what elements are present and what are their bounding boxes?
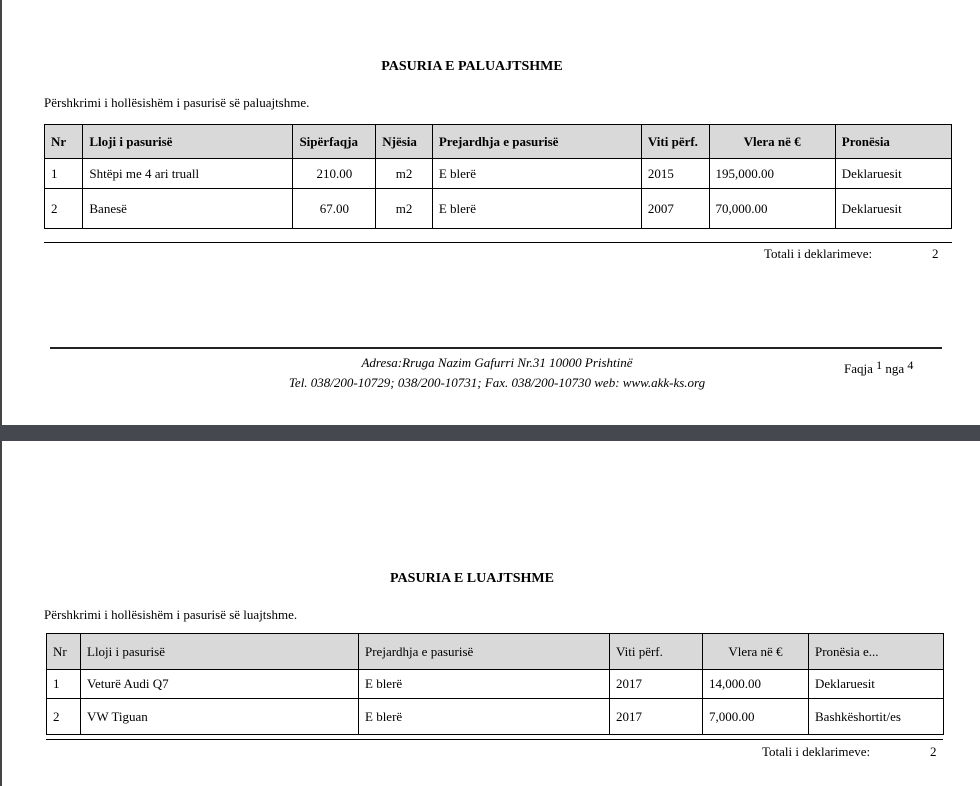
movable-property-table [46, 633, 944, 735]
document-page-2 [0, 441, 980, 786]
page-number: 1 [876, 358, 883, 372]
table-cell: E blerë [432, 159, 641, 189]
total-declarations-label: Totali i deklarimeve: [762, 744, 871, 759]
column-header: Vlera në € [709, 125, 835, 159]
column-header: Vlera në € [703, 634, 809, 670]
page-total: 4 [907, 358, 914, 372]
column-header: Nr [47, 634, 81, 670]
table-cell: 2015 [641, 159, 709, 189]
table-cell: 2017 [610, 670, 703, 699]
table-cell: 70,000.00 [709, 189, 835, 229]
table-row [47, 699, 944, 735]
table-header-row [47, 634, 944, 670]
table-cell: Deklaruesit [835, 159, 951, 189]
table-cell: m2 [376, 159, 433, 189]
section-description-movable: Përshkrimi i hollësishëm i pasurisë së luajtshme. [44, 607, 298, 622]
total-declarations-label: Totali i deklarimeve: [764, 246, 873, 261]
table-cell: 2017 [610, 699, 703, 735]
table-cell: E blerë [359, 699, 610, 735]
column-header: Njësia [376, 125, 433, 159]
section-title-movable: PASURIA E LUAJTSHME [390, 571, 554, 586]
table-row [45, 159, 952, 189]
immovable-property-table [44, 124, 952, 229]
table-cell: 14,000.00 [703, 670, 809, 699]
table-cell: 2 [47, 699, 81, 735]
table-cell: 2 [45, 189, 83, 229]
column-header: Viti përf. [641, 125, 709, 159]
table-cell: Bashkëshortit/es [809, 699, 944, 735]
footer-divider [50, 347, 942, 349]
section-description-immovable: Përshkrimi i hollësishëm i pasurisë së paluajtshme. [44, 95, 310, 110]
footer-address: Adresa:Rruga Nazim Gafurri Nr.31 10000 Prishtinë [361, 355, 633, 370]
page-indicator [844, 358, 913, 377]
footer-contacts: Tel. 038/200-10729; 038/200-10731; Fax. 038/200-10730 web: www.akk-ks.org [288, 375, 706, 390]
table-cell: Banesë [83, 189, 293, 229]
total-declarations-value: 2 [930, 744, 937, 759]
table-cell: Shtëpi me 4 ari truall [83, 159, 293, 189]
column-header: Prejardhja e pasurisë [432, 125, 641, 159]
column-header: Pronësia [835, 125, 951, 159]
table-cell: 2007 [641, 189, 709, 229]
table-cell: 7,000.00 [703, 699, 809, 735]
column-header: Lloji i pasurisë [83, 125, 293, 159]
column-header: Sipërfaqja [293, 125, 376, 159]
table-cell: 1 [45, 159, 83, 189]
table-cell: Deklaruesit [809, 670, 944, 699]
table-cell: 67.00 [293, 189, 376, 229]
table-cell: Veturë Audi Q7 [81, 670, 359, 699]
table-cell: 195,000.00 [709, 159, 835, 189]
table-bottom-rule [46, 739, 943, 740]
column-header: Prejardhja e pasurisë [359, 634, 610, 670]
table-cell: VW Tiguan [81, 699, 359, 735]
column-header: Nr [45, 125, 83, 159]
column-header: Pronësia e... [809, 634, 944, 670]
table-cell: E blerë [359, 670, 610, 699]
table-cell: E blerë [432, 189, 641, 229]
of-label: nga [885, 361, 905, 376]
page-separator [0, 425, 980, 441]
total-declarations-value: 2 [932, 246, 939, 261]
page-label: Faqja [844, 361, 873, 376]
table-cell: 1 [47, 670, 81, 699]
column-header: Lloji i pasurisë [81, 634, 359, 670]
column-header: Viti përf. [610, 634, 703, 670]
table-row [47, 670, 944, 699]
table-cell: m2 [376, 189, 433, 229]
table-row [45, 189, 952, 229]
section-title-immovable: PASURIA E PALUAJTSHME [381, 59, 563, 74]
table-header-row [45, 125, 952, 159]
table-cell: 210.00 [293, 159, 376, 189]
table-bottom-rule [44, 242, 952, 243]
table-cell: Deklaruesit [835, 189, 951, 229]
